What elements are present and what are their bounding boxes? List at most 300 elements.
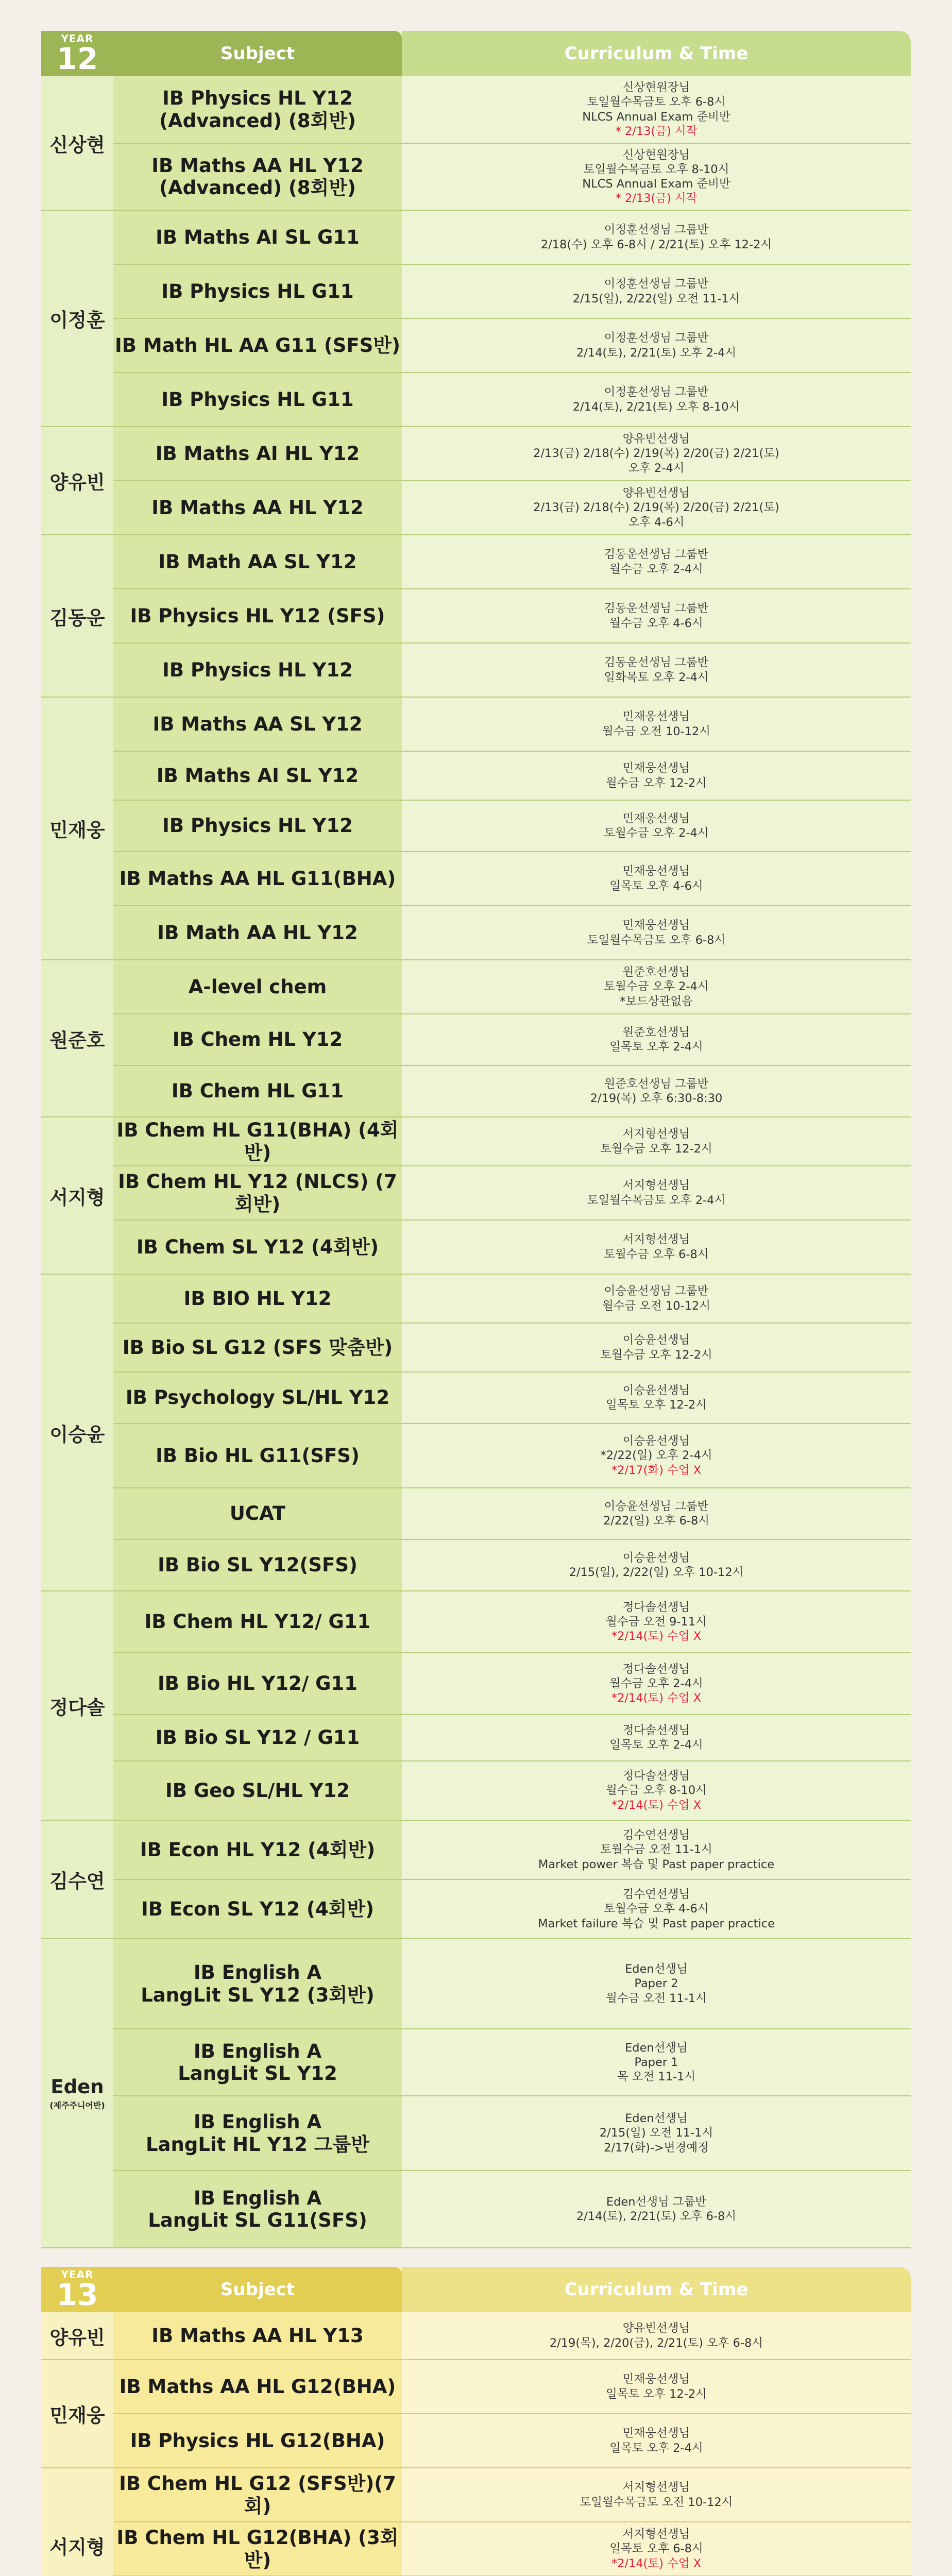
curriculum-line: 2/19(목) 오후 6:30-8:30 xyxy=(590,1092,723,1105)
schedule-row xyxy=(41,1715,911,1761)
curriculum-line: 이정훈선생님 그룹반 xyxy=(604,277,709,291)
subject-cell xyxy=(113,1591,402,1653)
subject-cell xyxy=(113,1820,402,1879)
teacher-name-cell xyxy=(41,2468,113,2576)
curriculum-time-cell xyxy=(402,1820,911,1879)
subject-line: IB English A xyxy=(193,2111,322,2133)
subject-cell xyxy=(113,427,402,481)
subject-cell xyxy=(113,1488,402,1539)
curriculum-time-cell xyxy=(402,2312,911,2360)
schedule-row xyxy=(41,318,911,372)
curriculum-line: 토일월수목금토 오전 10-12시 xyxy=(580,2495,733,2509)
schedule-row xyxy=(41,1653,911,1715)
subject-line: IB Maths AA HL G12(BHA) xyxy=(119,2375,396,2398)
subject-line: IB Bio SL Y12(SFS) xyxy=(158,1554,358,1577)
schedule-row xyxy=(41,1372,911,1423)
curriculum-line: 이승윤선생님 xyxy=(622,1434,690,1448)
schedule-row xyxy=(41,1166,911,1220)
curriculum-line: Paper 2 xyxy=(634,1977,678,1991)
subject-line: IB Physics HL Y12 xyxy=(162,87,353,110)
curriculum-line: 토일월수목금토 오후 2-4시 xyxy=(587,1193,726,1207)
subject-line: IB Chem HL G12 (SFS반)(7회) xyxy=(119,2472,396,2517)
curriculum-time-cell xyxy=(402,2029,911,2096)
schedule-row xyxy=(41,1879,911,1939)
teacher-name: 민재웅 xyxy=(49,2404,105,2427)
curriculum-line: 원준호선생님 xyxy=(622,1025,690,1039)
curriculum-line: 이승윤선생님 그룹반 xyxy=(604,1284,709,1298)
curriculum-line: 민재웅선생님 xyxy=(622,710,690,724)
curriculum-time-cell xyxy=(402,1323,911,1372)
subject-line: IB Bio SL G12 (SFS 맞춤반) xyxy=(122,1336,393,1359)
schedule-row xyxy=(41,1117,911,1166)
curriculum-line: 토월수금 오후 4-6시 xyxy=(604,1902,709,1916)
year12-schedule-table xyxy=(41,31,911,2248)
curriculum-line: 민재웅선생님 xyxy=(622,919,690,933)
curriculum-line: 토일월수목금토 오후 6-8시 xyxy=(587,95,726,109)
schedule-row xyxy=(41,906,911,960)
curriculum-line: 이정훈선생님 그룹반 xyxy=(604,223,709,237)
curriculum-line: 서지형선생님 xyxy=(622,2481,690,2495)
curriculum-line: 토월수금 오후 12-2시 xyxy=(600,1348,712,1362)
schedule-row xyxy=(41,852,911,906)
curriculum-time-cell xyxy=(402,960,911,1014)
curriculum-time-cell xyxy=(402,1065,911,1117)
subject-line: LangLit SL Y12 (3회반) xyxy=(141,1984,375,2006)
teacher-name: 정다솔 xyxy=(49,1696,105,1719)
subject-line: IB Math AA HL Y12 xyxy=(157,921,358,944)
subject-cell xyxy=(113,318,402,372)
curriculum-line: Paper 1 xyxy=(634,2055,678,2069)
subject-cell xyxy=(113,1117,402,1166)
subject-cell xyxy=(113,1761,402,1820)
curriculum-line: 김동운선생님 그룹반 xyxy=(604,656,709,670)
subject-line: IB Econ SL Y12 (4회반) xyxy=(141,1897,375,1920)
curriculum-line: 신상현원장님 xyxy=(622,148,690,162)
subject-line: IB Chem HL Y12 (NLCS) (7회반) xyxy=(118,1171,397,1215)
subject-cell xyxy=(113,2312,402,2360)
schedule-row xyxy=(41,1488,911,1539)
subject-cell xyxy=(113,535,402,589)
curriculum-time-cell xyxy=(402,2171,911,2248)
teacher-name-cell xyxy=(41,2360,113,2468)
curriculum-line: 이정훈선생님 그룹반 xyxy=(604,331,709,345)
curriculum-line: 2/14(토), 2/21(토) 오후 2-4시 xyxy=(576,346,737,360)
subject-cell xyxy=(113,2360,402,2414)
schedule-row xyxy=(41,535,911,589)
curriculum-line: 2/14(토), 2/21(토) 오후 8-10시 xyxy=(572,400,740,414)
schedule-row xyxy=(41,2468,911,2522)
curriculum-line: 서지형선생님 xyxy=(622,1127,690,1141)
curriculum-line: *2/22(일) 오후 2-4시 xyxy=(600,1449,712,1463)
curriculum-line: 서지형선생님 xyxy=(622,1179,690,1193)
curriculum-line: 이승윤선생님 xyxy=(622,1383,690,1397)
schedule-row xyxy=(41,1423,911,1488)
schedule-row xyxy=(41,1761,911,1820)
subject-line: IB Physics HL G11 xyxy=(161,388,354,411)
subject-cell xyxy=(113,2096,402,2171)
subject-cell xyxy=(113,2029,402,2096)
subject-cell xyxy=(113,1879,402,1939)
schedule-row xyxy=(41,1539,911,1591)
subject-cell xyxy=(113,1274,402,1323)
teacher-name: 이정훈 xyxy=(49,309,105,331)
teacher-name-cell xyxy=(41,210,113,427)
curriculum-line: 일화목토 오후 2-4시 xyxy=(604,670,709,684)
schedule-notice: *2/17(화) 수업 X xyxy=(611,1463,702,1477)
curriculum-line: 토월수금 오전 11-1시 xyxy=(600,1843,712,1857)
schedule-row xyxy=(41,143,911,210)
curriculum-line: *보드상관없음 xyxy=(620,994,693,1008)
curriculum-line: 2/14(토), 2/21(토) 오후 6-8시 xyxy=(576,2210,737,2223)
teacher-name: Eden xyxy=(50,2076,104,2098)
teacher-name: 양유빈 xyxy=(49,471,105,494)
curriculum-line: Eden선생님 그룹반 xyxy=(606,2195,707,2209)
curriculum-time-cell xyxy=(402,1879,911,1939)
schedule-row xyxy=(41,1820,911,1879)
subject-line: IB Chem SL Y12 (4회반) xyxy=(136,1235,379,1258)
curriculum-line: 양유빈선생님 xyxy=(622,2321,690,2335)
schedule-row xyxy=(41,2171,911,2248)
subject-cell xyxy=(113,264,402,318)
subject-cell xyxy=(113,1323,402,1372)
curriculum-line: 민재웅선생님 xyxy=(622,2427,690,2441)
curriculum-time-cell xyxy=(402,1423,911,1488)
subject-cell xyxy=(113,76,402,143)
curriculum-line: 양유빈선생님 xyxy=(622,432,690,446)
schedule-row xyxy=(41,589,911,643)
teacher-name-cell xyxy=(41,76,113,210)
curriculum-time-cell xyxy=(402,589,911,643)
schedule-notice: *2/14(토) 수업 X xyxy=(611,1691,702,1705)
curriculum-line: 김동운선생님 그룹반 xyxy=(604,548,709,562)
subject-line: (Advanced) (8회반) xyxy=(159,177,356,199)
year13-badge xyxy=(41,2267,113,2312)
curriculum-line: 토월수금 오후 2-4시 xyxy=(604,980,709,994)
year-badge-number: 12 xyxy=(56,41,98,76)
subject-line: IB Chem HL G11 xyxy=(171,1080,344,1103)
schedule-row xyxy=(41,2522,911,2576)
subject-line: IB Bio HL G11(SFS) xyxy=(156,1444,360,1467)
subject-cell xyxy=(113,2171,402,2248)
curriculum-column-header: Curriculum & Time xyxy=(402,31,911,76)
schedule-row xyxy=(41,210,911,264)
year-badge-word: YEAR xyxy=(61,2268,94,2281)
curriculum-line: 토월수금 오후 12-2시 xyxy=(600,1142,712,1156)
curriculum-line: 월수금 오후 8-10시 xyxy=(606,1784,707,1798)
subject-cell xyxy=(113,1220,402,1274)
curriculum-time-cell xyxy=(402,2414,911,2468)
curriculum-time-cell xyxy=(402,643,911,697)
schedule-notice: * 2/13(금) 시작 xyxy=(615,124,698,138)
schedule-row xyxy=(41,2414,911,2468)
curriculum-line: 민재웅선생님 xyxy=(622,811,690,825)
subject-cell xyxy=(113,643,402,697)
teacher-name: 양유빈 xyxy=(49,2326,105,2349)
schedule-row xyxy=(41,697,911,751)
schedule-row xyxy=(41,2312,911,2360)
subject-cell xyxy=(113,143,402,210)
teacher-name-cell xyxy=(41,1274,113,1591)
schedule-notice: *2/14(토) 수업 X xyxy=(611,2556,702,2570)
schedule-notice: * 2/13(금) 시작 xyxy=(615,192,698,206)
subject-line: IB Bio HL Y12/ G11 xyxy=(158,1672,358,1695)
curriculum-line: 서지형선생님 xyxy=(622,2528,690,2541)
curriculum-time-cell xyxy=(402,481,911,535)
curriculum-line: 월수금 오전 10-12시 xyxy=(602,724,711,738)
schedule-row xyxy=(41,1274,911,1323)
curriculum-line: 2/19(목), 2/20(금), 2/21(토) 오후 6-8시 xyxy=(549,2336,763,2350)
subject-cell xyxy=(113,906,402,960)
curriculum-line: 김수연선생님 xyxy=(622,1828,690,1842)
subject-cell xyxy=(113,1065,402,1117)
curriculum-line: 오후 4-6시 xyxy=(628,515,685,529)
teacher-name: 서지형 xyxy=(49,2536,105,2558)
schedule-row xyxy=(41,1220,911,1274)
curriculum-line: 2/13(금) 2/18(수) 2/19(목) 2/20(금) 2/21(토) xyxy=(533,447,779,461)
curriculum-line: 토월수금 오후 2-4시 xyxy=(604,826,709,840)
curriculum-time-cell xyxy=(402,1220,911,1274)
curriculum-line: 월수금 오전 11-1시 xyxy=(606,1991,707,2005)
subject-line: IB Maths AI SL G11 xyxy=(156,226,360,248)
curriculum-line: 목 오전 11-1시 xyxy=(617,2070,696,2084)
subject-line: IB Chem HL G12(BHA) (3회반) xyxy=(116,2527,399,2571)
curriculum-line: 일목토 오후 12-2시 xyxy=(606,1398,707,1412)
curriculum-time-cell xyxy=(402,1653,911,1715)
subject-cell xyxy=(113,1715,402,1761)
curriculum-line: 원준호선생님 xyxy=(622,965,690,979)
teacher-name-cell xyxy=(41,427,113,535)
curriculum-line: 민재웅선생님 xyxy=(622,2372,690,2386)
curriculum-time-cell xyxy=(402,751,911,800)
subject-cell xyxy=(113,1014,402,1065)
subject-cell xyxy=(113,1423,402,1488)
subject-line: IB Psychology SL/HL Y12 xyxy=(125,1386,390,1409)
curriculum-line: 토일월수목금토 오후 6-8시 xyxy=(587,933,726,947)
subject-cell xyxy=(113,852,402,906)
curriculum-line: 일목토 오후 4-6시 xyxy=(609,879,703,893)
curriculum-time-cell xyxy=(402,1539,911,1591)
curriculum-line: 일목토 오후 12-2시 xyxy=(606,2387,707,2401)
curriculum-line: 원준호선생님 그룹반 xyxy=(604,1077,709,1091)
subject-line: (Advanced) (8회반) xyxy=(159,109,356,132)
curriculum-time-cell xyxy=(402,1372,911,1423)
curriculum-time-cell xyxy=(402,143,911,210)
subject-cell xyxy=(113,481,402,535)
curriculum-line: Market power 복습 및 Past paper practice xyxy=(538,1857,775,1871)
curriculum-line: NLCS Annual Exam 준비반 xyxy=(582,110,730,124)
curriculum-time-cell xyxy=(402,2096,911,2171)
curriculum-time-cell xyxy=(402,1166,911,1220)
curriculum-time-cell xyxy=(402,1715,911,1761)
curriculum-time-cell xyxy=(402,535,911,589)
curriculum-line: 월수금 오전 10-12시 xyxy=(602,1299,711,1313)
curriculum-line: 2/13(금) 2/18(수) 2/19(목) 2/20(금) 2/21(토) xyxy=(533,501,779,515)
subject-line: IB Math AA SL Y12 xyxy=(158,550,357,573)
schedule-row xyxy=(41,2029,911,2096)
subject-column-header: Subject xyxy=(113,2267,402,2312)
curriculum-line: 월수금 오후 2-4시 xyxy=(609,562,703,576)
curriculum-line: 김동운선생님 그룹반 xyxy=(604,602,709,616)
teacher-name: 김동운 xyxy=(49,606,105,629)
subject-cell xyxy=(113,1372,402,1423)
curriculum-time-cell xyxy=(402,1117,911,1166)
curriculum-time-cell xyxy=(402,318,911,372)
teacher-name-cell xyxy=(41,1117,113,1274)
year13-header-row xyxy=(41,2267,911,2312)
schedule-row xyxy=(41,1323,911,1372)
curriculum-line: 정다솔선생님 xyxy=(622,1662,690,1676)
schedule-row xyxy=(41,1591,911,1653)
subject-cell xyxy=(113,589,402,643)
curriculum-line: 월수금 오후 12-2시 xyxy=(606,776,707,790)
subject-line: LangLit SL Y12 xyxy=(178,2062,337,2084)
curriculum-time-cell xyxy=(402,264,911,318)
year-badge-word: YEAR xyxy=(61,32,94,45)
schedule-row xyxy=(41,643,911,697)
curriculum-time-cell xyxy=(402,906,911,960)
curriculum-line: 민재웅선생님 xyxy=(622,865,690,878)
curriculum-line: 오후 2-4시 xyxy=(628,461,685,475)
curriculum-time-cell xyxy=(402,427,911,481)
curriculum-line: 김수연선생님 xyxy=(622,1888,690,1902)
subject-line: A-level chem xyxy=(188,975,327,998)
subject-line: IB Physics HL Y12 (SFS) xyxy=(130,604,385,627)
curriculum-line: Market failure 복습 및 Past paper practice xyxy=(538,1917,775,1930)
subject-line: IB Maths AA SL Y12 xyxy=(152,713,363,735)
teacher-name-cell xyxy=(41,2312,113,2360)
curriculum-time-cell xyxy=(402,1014,911,1065)
curriculum-line: 양유빈선생님 xyxy=(622,486,690,500)
subject-line: LangLit SL G11(SFS) xyxy=(148,2209,367,2231)
subject-line: IB Chem HL Y12/ G11 xyxy=(144,1611,371,1633)
subject-line: IB Physics HL Y12 xyxy=(162,815,353,837)
subject-line: IB English A xyxy=(193,2187,322,2209)
curriculum-time-cell xyxy=(402,1591,911,1653)
curriculum-line: 이승윤선생님 xyxy=(622,1333,690,1347)
curriculum-line: 정다솔선생님 xyxy=(622,1723,690,1737)
subject-line: IB Physics HL G11 xyxy=(161,280,354,302)
schedule-row xyxy=(41,751,911,800)
schedule-row xyxy=(41,960,911,1014)
teacher-name: 이승윤 xyxy=(49,1423,105,1446)
schedule-row xyxy=(41,2096,911,2171)
subject-line: IB BIO HL Y12 xyxy=(183,1287,332,1310)
curriculum-time-cell xyxy=(402,1761,911,1820)
curriculum-time-cell xyxy=(402,1939,911,2029)
schedule-notice: *2/14(토) 수업 X xyxy=(611,1798,702,1812)
schedule-row xyxy=(41,264,911,318)
curriculum-time-cell xyxy=(402,1274,911,1323)
subject-line: UCAT xyxy=(229,1502,286,1525)
subject-line: IB Geo SL/HL Y12 xyxy=(165,1779,350,1802)
teacher-name-cell xyxy=(41,1820,113,1939)
curriculum-line: 월수금 오후 2-4시 xyxy=(609,1676,703,1690)
subject-cell xyxy=(113,1653,402,1715)
subject-line: IB Maths AA HL Y12 xyxy=(151,496,364,519)
curriculum-line: Eden선생님 xyxy=(625,2041,688,2055)
teacher-name-cell xyxy=(41,1939,113,2248)
curriculum-line: 민재웅선생님 xyxy=(622,761,690,775)
subject-cell xyxy=(113,800,402,852)
teacher-name: 민재웅 xyxy=(49,819,105,841)
subject-line: IB Econ HL Y12 (4회반) xyxy=(140,1838,376,1861)
schedule-row xyxy=(41,1014,911,1065)
curriculum-time-cell xyxy=(402,1488,911,1539)
subject-line: IB Maths AA HL Y12 xyxy=(151,154,364,177)
subject-line: IB Maths AA HL Y13 xyxy=(151,2324,364,2347)
subject-cell xyxy=(113,372,402,427)
subject-line: IB Chem HL G11(BHA) (4회반) xyxy=(116,1119,399,1164)
curriculum-line: 서지형선생님 xyxy=(622,1233,690,1247)
subject-cell xyxy=(113,2468,402,2522)
subject-line: IB Maths AI HL Y12 xyxy=(155,442,360,465)
teacher-name-note: (제주주니어반) xyxy=(49,2100,105,2110)
curriculum-time-cell xyxy=(402,2522,911,2576)
curriculum-line: 이승윤선생님 xyxy=(622,1551,690,1565)
curriculum-line: 이정훈선생님 그룹반 xyxy=(604,385,709,399)
curriculum-time-cell xyxy=(402,852,911,906)
subject-line: LangLit HL Y12 그룹반 xyxy=(145,2133,369,2156)
curriculum-time-cell xyxy=(402,76,911,143)
schedule-notice: *2/14(토) 수업 X xyxy=(611,1630,702,1643)
schedule-row xyxy=(41,1939,911,2029)
curriculum-time-cell xyxy=(402,2360,911,2414)
subject-line: IB Bio SL Y12 / G11 xyxy=(155,1726,360,1749)
year12-header-row xyxy=(41,31,911,76)
schedule-row xyxy=(41,76,911,143)
curriculum-time-cell xyxy=(402,210,911,264)
teacher-name: 김수연 xyxy=(49,1870,105,1892)
curriculum-line: 정다솔선생님 xyxy=(622,1769,690,1783)
subject-line: IB Physics HL Y12 xyxy=(162,658,353,681)
subject-cell xyxy=(113,1166,402,1220)
curriculum-line: 2/15(일), 2/22(일) 오전 11-1시 xyxy=(572,292,740,306)
subject-column-header: Subject xyxy=(113,31,402,76)
teacher-name: 신상현 xyxy=(49,133,105,156)
curriculum-time-cell xyxy=(402,2468,911,2522)
subject-line: IB Physics HL G12(BHA) xyxy=(130,2429,385,2452)
year12-badge xyxy=(41,31,113,76)
curriculum-line: 일목토 오후 2-4시 xyxy=(609,2441,703,2455)
schedule-row xyxy=(41,1065,911,1117)
curriculum-line: 일목토 오후 6-8시 xyxy=(609,2542,703,2556)
subject-cell xyxy=(113,751,402,800)
curriculum-column-header: Curriculum & Time xyxy=(402,2267,911,2312)
teacher-name: 원준호 xyxy=(49,1029,105,1052)
curriculum-line: NLCS Annual Exam 준비반 xyxy=(582,177,730,191)
teacher-name-cell xyxy=(41,1591,113,1820)
curriculum-line: 2/18(수) 오후 6-8시 / 2/21(토) 오후 12-2시 xyxy=(540,238,772,251)
subject-line: IB English A xyxy=(193,1961,322,1984)
subject-cell xyxy=(113,2522,402,2576)
schedule-row xyxy=(41,2360,911,2414)
teacher-name-cell xyxy=(41,960,113,1117)
schedule-row xyxy=(41,800,911,852)
curriculum-line: 2/22(일) 오후 6-8시 xyxy=(603,1514,710,1528)
curriculum-line: 2/15(일), 2/22(일) 오후 10-12시 xyxy=(569,1566,744,1579)
curriculum-time-cell xyxy=(402,372,911,427)
curriculum-line: 일목토 오후 2-4시 xyxy=(609,1040,703,1054)
curriculum-line: Eden선생님 xyxy=(625,2112,688,2126)
schedule-row xyxy=(41,427,911,481)
curriculum-line: 일목토 오후 2-4시 xyxy=(609,1738,703,1752)
curriculum-line: 월수금 오후 4-6시 xyxy=(609,616,703,630)
teacher-name-cell xyxy=(41,697,113,960)
subject-line: IB English A xyxy=(193,2040,322,2062)
curriculum-line: 2/17(화)->변경예정 xyxy=(604,2141,709,2155)
subject-line: IB Maths AA HL G11(BHA) xyxy=(119,867,396,890)
year-badge-number: 13 xyxy=(56,2277,98,2312)
